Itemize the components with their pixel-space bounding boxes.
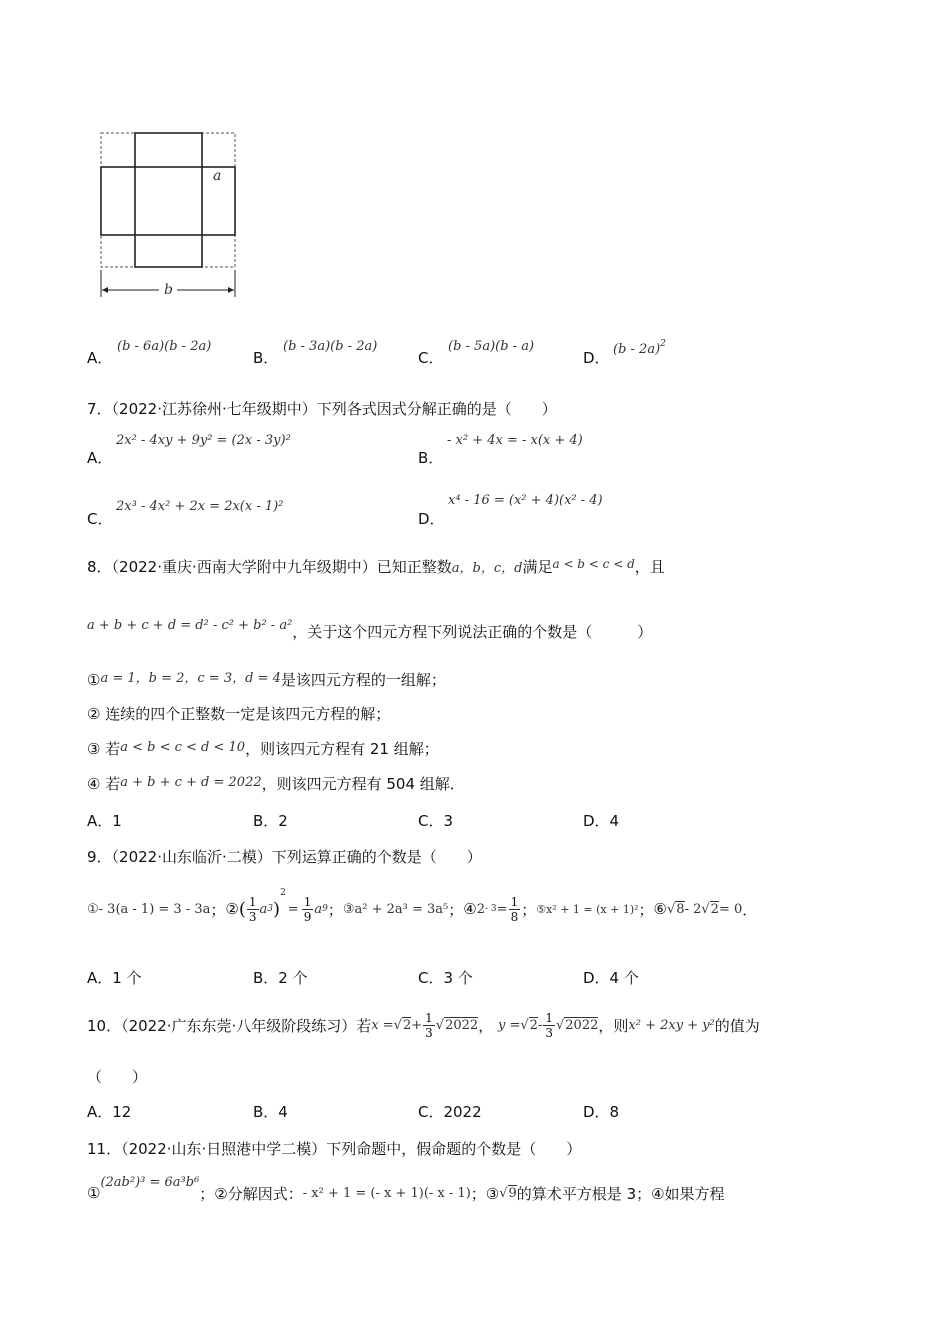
q10-option-b[interactable]: B．4 — [253, 1103, 288, 1121]
q8-option-c[interactable]: C．3 — [418, 812, 454, 830]
q8-option-b[interactable]: B．2 — [253, 812, 288, 830]
label-b: b — [164, 282, 173, 298]
q6-option-a-expr: (b - 6a)(b - 2a) — [117, 339, 212, 354]
q7-option-a[interactable]: A． — [87, 449, 113, 467]
q9-stem: 9．（2022·山东临沂·二模）下列运算正确的个数是（ ） — [87, 848, 482, 866]
square-cut-figure — [95, 125, 245, 305]
q10-stem: 10．（2022·广东东莞·八年级阶段练习）若 x = √ 2 + $\frac{1}{3}$ √ 2022 ， y = √ 2 - $\frac{1}{3}$ √ 2022 ，则 x² + 2xy + y² 的值为 — [87, 1010, 760, 1040]
q7-option-c[interactable]: C． — [87, 510, 113, 528]
q10-paren: （ ） — [87, 1068, 148, 1086]
q9-items: ①- 3(a - 1) = 3 - 3a ； ② ( $\frac{1}{3}$ a 3 ) 2 = $\frac{1}{9}$ a 9 ； ③a² + 2a³ = 3a⁵ ； ④ 2 - 3 = $\frac{1}{8}$ ； ⑤x² + 1 = (x + 1)² ； ⑥ √ 8 - 2 √ 2 = 0 ． — [87, 888, 758, 924]
q8-equation: a + b + c + d = d² - c² + b² - a²，关于这个四元方程下列说法正确的个数是（ ） — [87, 618, 653, 641]
q9-option-c[interactable]: C．3 个 — [418, 969, 473, 987]
q10-option-a[interactable]: A．12 — [87, 1103, 132, 1121]
q8-statement-2: ② 连续的四个正整数一定是该四元方程的解； — [87, 705, 391, 723]
q9-option-a[interactable]: A．1 个 — [87, 969, 142, 987]
q11-stem: 11．（2022·山东·日照港中学二模）下列命题中，假命题的个数是（ ） — [87, 1140, 582, 1158]
q7-option-b-expr: - x² + 4x = - x(x + 4) — [447, 433, 583, 448]
q6-option-a[interactable]: A． — [87, 349, 113, 367]
q6-option-b-expr: (b - 3a)(b - 2a) — [283, 339, 378, 354]
q9-option-d[interactable]: D．4 个 — [583, 969, 639, 987]
q6-option-b[interactable]: B． — [253, 349, 279, 367]
q8-option-d[interactable]: D．4 — [583, 812, 620, 830]
q7-option-d[interactable]: D． — [418, 510, 445, 528]
q10-option-c[interactable]: C．2022 — [418, 1103, 482, 1121]
q7-option-d-expr: x⁴ - 16 = (x² + 4)(x² - 4) — [448, 493, 603, 508]
q7-option-a-expr: 2x² - 4xy + 9y² = (2x - 3y)² — [116, 433, 291, 448]
q6-option-d-expr: (b - 2a)$^2$ — [613, 339, 666, 357]
q7-option-b[interactable]: B． — [418, 449, 444, 467]
q8-statement-3: ③ 若a < b < c < d < 10，则该四元方程有 21 组解； — [87, 740, 439, 758]
q9-option-b[interactable]: B．2 个 — [253, 969, 308, 987]
q8-option-a[interactable]: A．1 — [87, 812, 122, 830]
label-a: a — [213, 168, 222, 184]
q8-statement-4: ④ 若a + b + c + d = 2022，则该四元方程有 504 组解． — [87, 775, 465, 793]
q6-option-c[interactable]: C． — [418, 349, 444, 367]
q11-items: ① (2ab²)³ = 6a³b⁶ ；②分解因式： - x² + 1 = (- x + 1)(- x - 1) ；③ √ 9 的算术平方根是 3；④如果方程 — [87, 1175, 725, 1203]
q8-stem: 8．（2022·重庆·西南大学附中九年级期中）已知正整数a，b，c，d满足$^{a < b < c < d}$，且 — [87, 557, 665, 576]
q6-option-c-expr: (b - 5a)(b - a) — [448, 339, 535, 354]
q7-stem: 7．（2022·江苏徐州·七年级期中）下列各式因式分解正确的是（ ） — [87, 400, 557, 418]
q7-option-c-expr: 2x³ - 4x² + 2x = 2x(x - 1)² — [116, 499, 284, 514]
q6-option-d[interactable]: D． — [583, 349, 610, 367]
q8-statement-1: ①a = 1，b = 2，c = 3，d = 4是该四元方程的一组解； — [87, 671, 446, 689]
q10-option-d[interactable]: D．8 — [583, 1103, 620, 1121]
